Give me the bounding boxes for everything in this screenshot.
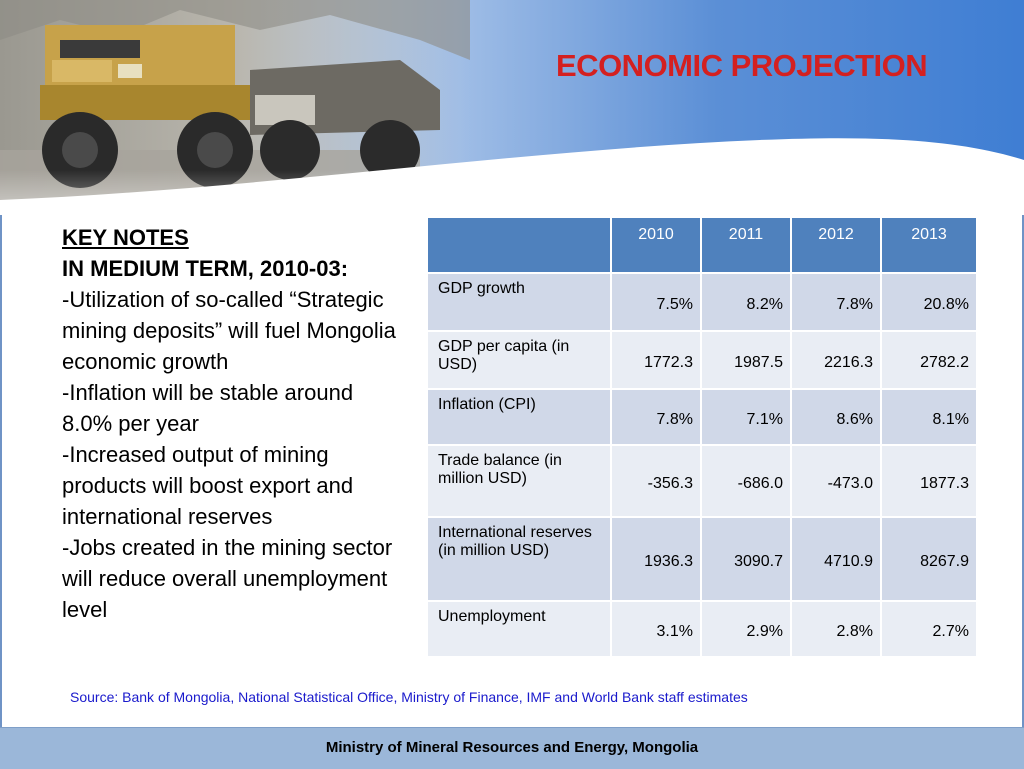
slide-title: ECONOMIC PROJECTION xyxy=(556,48,928,83)
note-point: -Increased output of mining products will boost export and international reserves xyxy=(62,442,354,529)
row-label: Trade balance (in million USD) xyxy=(427,445,611,517)
row-value: 1987.5 xyxy=(701,331,791,389)
source-note: Source: Bank of Mongolia, National Statistical Office, Ministry of Finance, IMF and World Bank staff estimates xyxy=(70,689,748,705)
footer-text: Ministry of Mineral Resources and Energy, Mongolia xyxy=(325,739,699,756)
row-label: International reserves (in million USD) xyxy=(427,517,611,601)
table-row xyxy=(427,601,977,657)
row-label: GDP growth xyxy=(427,273,611,331)
row-value: 4710.9 xyxy=(791,517,881,601)
row-value: 8267.9 xyxy=(881,517,977,601)
row-value: 7.8% xyxy=(791,273,881,331)
projection-table xyxy=(426,216,978,658)
row-value: 3090.7 xyxy=(701,517,791,601)
table-row xyxy=(427,445,977,517)
notes-subheading: IN MEDIUM TERM, 2010-03: xyxy=(62,256,349,281)
row-value: 1877.3 xyxy=(881,445,977,517)
row-value: 8.2% xyxy=(701,273,791,331)
header-cell-year: 2010 xyxy=(611,217,701,273)
table-row xyxy=(427,331,977,389)
row-label: Unemployment xyxy=(427,601,611,657)
table-row xyxy=(427,273,977,331)
footer-bar xyxy=(0,727,1024,769)
row-value: 7.1% xyxy=(701,389,791,445)
row-label: GDP per capita (in USD) xyxy=(427,331,611,389)
note-point: -Utilization of so-called “Strategic mining deposits” will fuel Mongolia economic growth xyxy=(62,287,396,374)
header-cell-year: 2013 xyxy=(881,217,977,273)
row-value: 2216.3 xyxy=(791,331,881,389)
row-value: 1772.3 xyxy=(611,331,701,389)
header-cell-year: 2012 xyxy=(791,217,881,273)
mining-trucks-image xyxy=(0,0,1024,215)
notes-heading: KEY NOTES xyxy=(62,225,189,250)
row-value: -473.0 xyxy=(791,445,881,517)
row-label: Inflation (CPI) xyxy=(427,389,611,445)
note-point: -Inflation will be stable around 8.0% per year xyxy=(62,380,354,436)
row-value: 3.1% xyxy=(611,601,701,657)
header-cell-blank xyxy=(427,217,611,273)
row-value: 2.9% xyxy=(701,601,791,657)
row-value: 8.6% xyxy=(791,389,881,445)
header-cell-year: 2011 xyxy=(701,217,791,273)
row-value: 2.7% xyxy=(881,601,977,657)
note-point: -Jobs created in the mining sector will reduce overall unemployment level xyxy=(62,535,393,622)
row-value: -356.3 xyxy=(611,445,701,517)
row-value: 2782.2 xyxy=(881,331,977,389)
row-value: 20.8% xyxy=(881,273,977,331)
table-header-row xyxy=(427,217,977,273)
key-notes xyxy=(62,222,407,625)
row-value: 2.8% xyxy=(791,601,881,657)
row-value: 7.8% xyxy=(611,389,701,445)
table-row xyxy=(427,389,977,445)
row-value: -686.0 xyxy=(701,445,791,517)
header-banner xyxy=(0,0,1024,215)
row-value: 8.1% xyxy=(881,389,977,445)
row-value: 1936.3 xyxy=(611,517,701,601)
table-row xyxy=(427,517,977,601)
row-value: 7.5% xyxy=(611,273,701,331)
